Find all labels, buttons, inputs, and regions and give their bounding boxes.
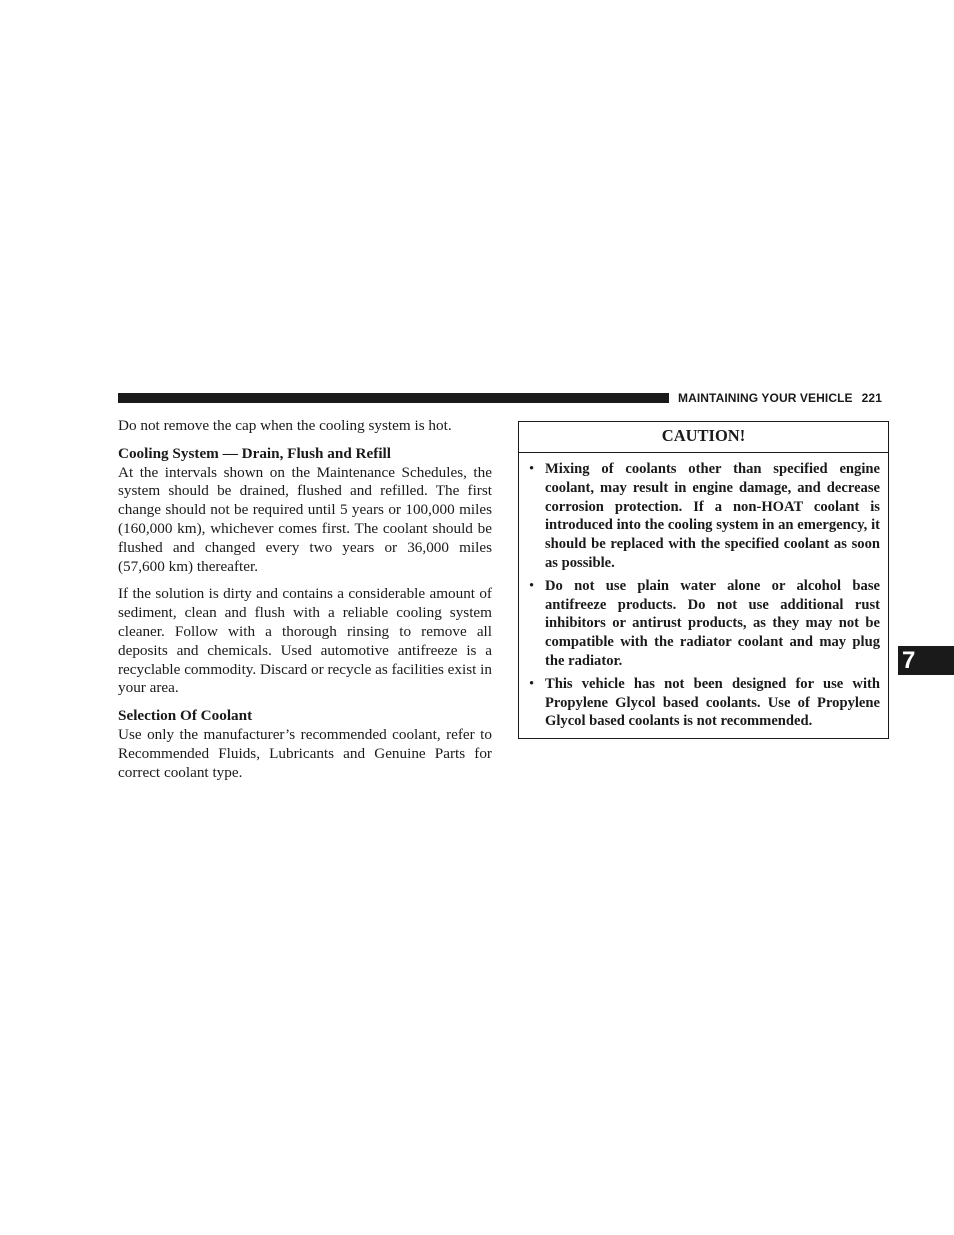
left-column (118, 417, 492, 782)
caution-title: CAUTION! (519, 422, 888, 453)
caution-box (518, 421, 889, 739)
header-rule (118, 393, 669, 403)
paragraph-intervals: At the intervals shown on the Maintenance Schedules, the system should be drained, flushed and refilled. The first change should not be required until 5 years or 100,000 miles (160,000 km), whichever comes first. The coolant should be flushed and changed every two years or 36,000 miles (57,600 km) thereafter. (118, 463, 492, 575)
page-number: 221 (861, 391, 882, 405)
intro-text: Do not remove the cap when the cooling system is hot. (118, 417, 452, 434)
section-heading-drain-flush-refill: Cooling System — Drain, Flush and Refill (118, 444, 391, 462)
caution-item (529, 675, 880, 731)
running-header (678, 390, 890, 406)
caution-item (529, 577, 880, 671)
paragraph-coolant-type: Use only the manufacturer’s recommended coolant, refer to Recommended Fluids, Lubricants and Genuine Parts for correct coolant type. (118, 725, 492, 781)
paragraph-dirty-solution: If the solution is dirty and contains a considerable amount of sediment, clean and flush with a reliable cooling system cleaner. Follow with a thorough rinsing to remove all deposits and chemicals. Used automotive antifreeze is a recyclable commodity. Discard or recycle as facilities exist in your area. (118, 585, 492, 697)
caution-item-text: This vehicle has not been designed for use with Propylene Glycol based coolants. Use of Propylene Glycol based coolants is not recommended. (545, 675, 880, 730)
chapter-number: 7 (902, 647, 916, 674)
bullet-icon: • (529, 461, 535, 477)
caution-item (529, 460, 880, 573)
section-heading-selection-of-coolant: Selection Of Coolant (118, 707, 253, 725)
section-title: MAINTAINING YOUR VEHICLE (678, 391, 853, 405)
bullet-icon: • (529, 675, 535, 692)
chapter-tab (898, 646, 954, 675)
bullet-icon: • (529, 577, 535, 594)
caution-item-text: Do not use plain water alone or alcohol base antifreeze products. Do not use additional rust inhibitors or antirust products, as they may not be compatible with the radiator coolant and may plug the radiator. (545, 577, 880, 669)
caution-item-text: Mixing of coolants other than specified engine coolant, may result in engine damage, and decrease corrosion protection. If a non-HOAT coolant is introduced into the cooling system in an emergency, it should be replaced with the specified coolant as soon as possible. (545, 461, 880, 571)
caution-list (519, 453, 888, 731)
